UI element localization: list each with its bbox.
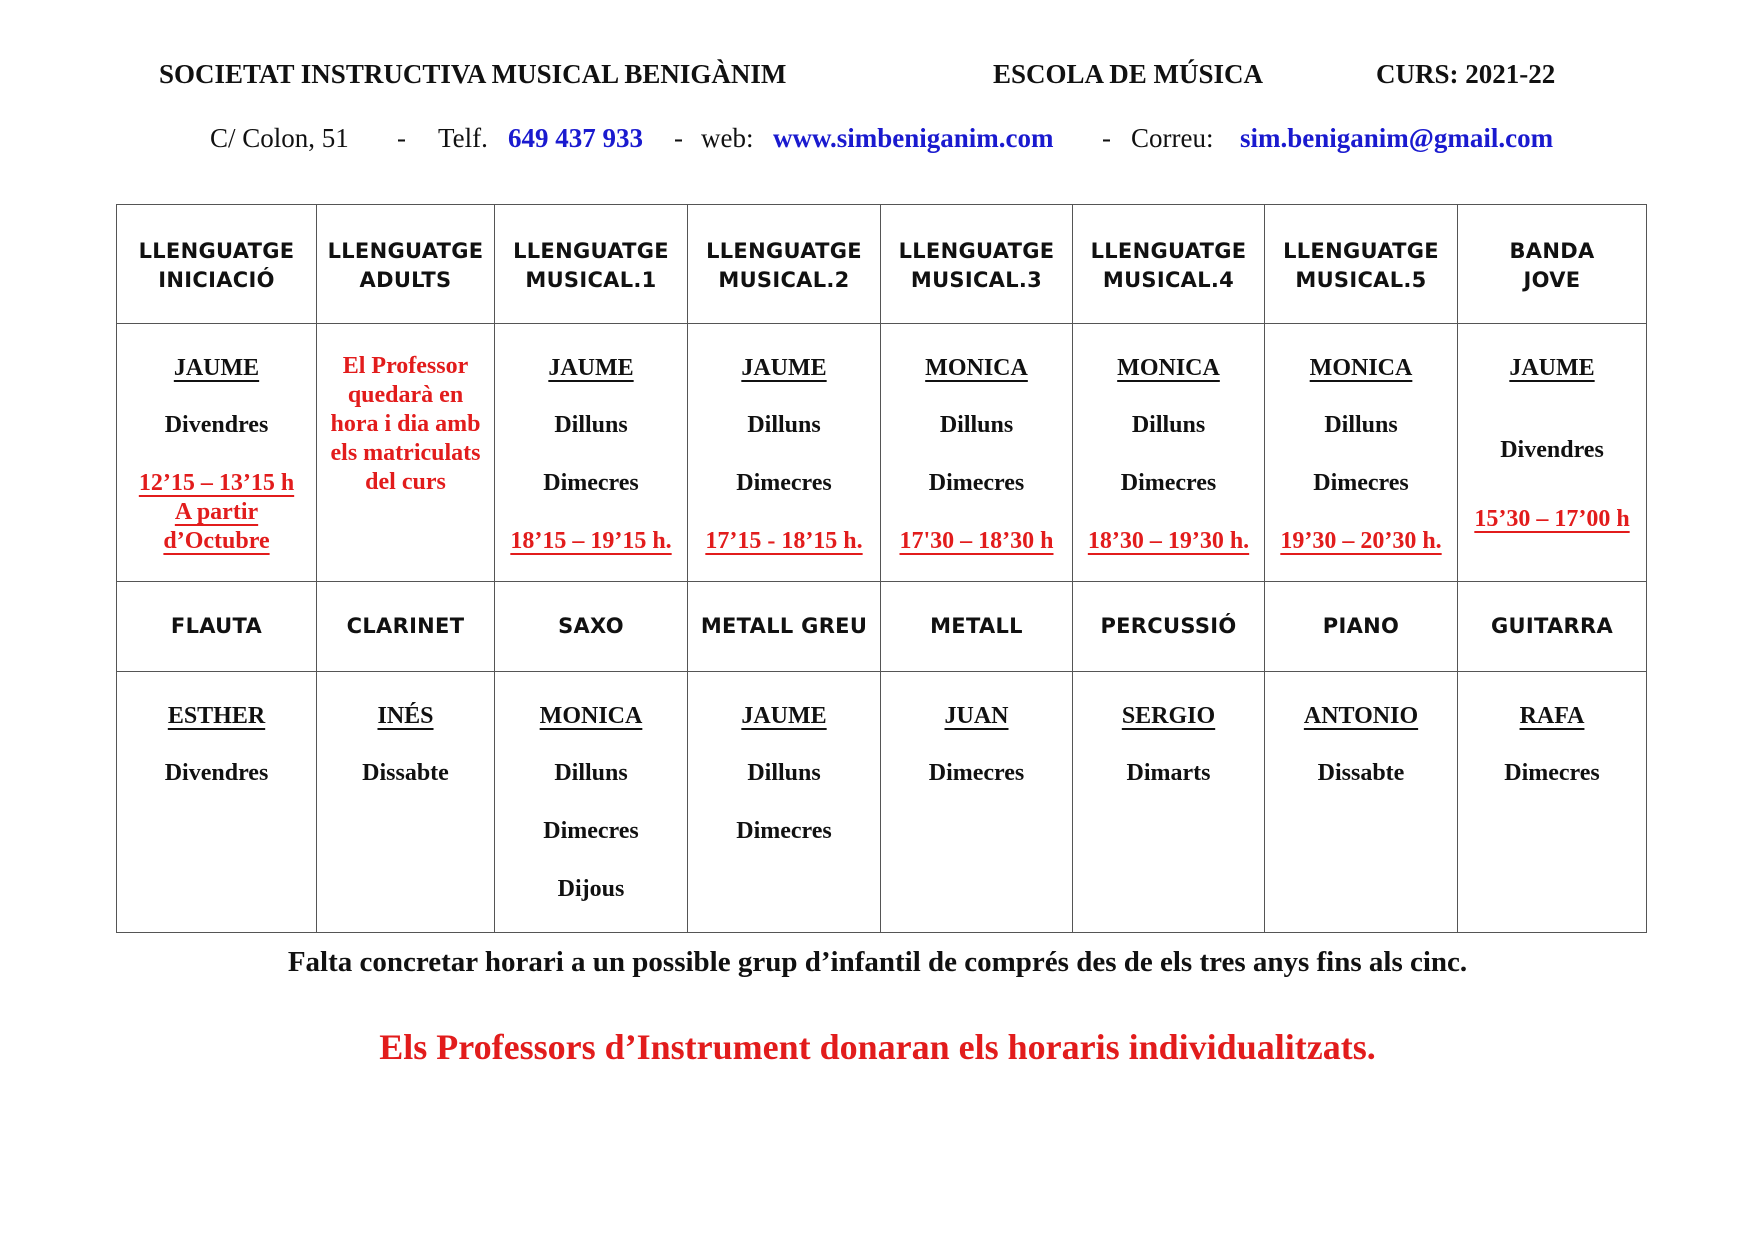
teacher-name: ESTHER (167, 703, 266, 729)
subject-header-cell (1458, 205, 1647, 324)
instrument-schedule-cell (1073, 672, 1265, 933)
subject-name (317, 205, 494, 295)
teacher-note (317, 352, 494, 497)
class-day: Dilluns (554, 760, 628, 786)
class-time: d’Octubre (163, 528, 270, 554)
instrument-schedule-row (117, 672, 1647, 933)
class-time: 18’30 – 19’30 h. (1087, 528, 1250, 554)
schedule-cell (1265, 324, 1458, 582)
subject-name (495, 205, 687, 295)
instrument-schedule-cell (117, 672, 317, 933)
schedule-cell (688, 324, 881, 582)
teacher-name: MONICA (925, 355, 1028, 381)
subject-header-cell (495, 205, 688, 324)
subject-name-line: LLENGUATGE (513, 239, 669, 263)
school-name: ESCOLA DE MÚSICA (993, 59, 1264, 89)
address: C/ Colon, 51 (210, 123, 349, 153)
schedule-cell (495, 324, 688, 582)
subject-name-line: MUSICAL.1 (525, 268, 657, 292)
subject-header-row (117, 205, 1647, 324)
class-time: 17’15 - 18’15 h. (705, 528, 863, 554)
web-label: web: (701, 123, 754, 153)
footer-highlight: Els Professors d’Instrument donaran els horaris individualitzats. (379, 1027, 1376, 1067)
subject-name-line: MUSICAL.5 (1295, 268, 1427, 292)
teacher-name: MONICA (1309, 355, 1413, 381)
subject-name-line: MUSICAL.4 (1102, 268, 1235, 292)
instrument-name: PIANO (1322, 614, 1400, 638)
class-day: Dimecres (736, 818, 832, 844)
teacher-name: JAUME (741, 355, 827, 381)
instrument-name: FLAUTA (170, 614, 263, 638)
subject-name (688, 205, 880, 295)
course-year: CURS: 2021-22 (1376, 59, 1556, 89)
subject-name-line: LLENGUATGE (327, 239, 484, 263)
separator: - (397, 123, 406, 153)
teacher-name: MONICA (539, 703, 643, 729)
class-day: Dissabte (362, 760, 449, 786)
class-day: Divendres (1500, 437, 1604, 463)
instrument-schedule-cell (688, 672, 881, 933)
subject-name-line: LLENGUATGE (898, 239, 1055, 263)
instrument-name: CLARINET (346, 614, 465, 638)
subject-name-line: LLENGUATGE (1090, 239, 1247, 263)
schedule-cell (1458, 324, 1647, 582)
class-day: Dissabte (1317, 760, 1405, 786)
class-day: Dilluns (747, 760, 821, 786)
teacher-name: JAUME (173, 355, 260, 381)
class-time: 15’30 – 17’00 h (1474, 506, 1630, 532)
teacher-note-line: quedarà en (347, 382, 464, 408)
class-day: Divendres (164, 412, 269, 438)
teacher-note-line: els matriculats (330, 440, 481, 466)
class-day: Dimecres (1504, 760, 1600, 786)
subject-header-cell (1073, 205, 1265, 324)
teacher-name: RAFA (1519, 703, 1585, 729)
instrument-schedule-cell (1458, 672, 1647, 933)
email-label: Correu: (1131, 123, 1214, 153)
subject-name-line: LLENGUATGE (706, 239, 862, 263)
teacher-name: JUAN (944, 703, 1009, 729)
subject-name-line: MUSICAL.3 (910, 268, 1043, 292)
subject-name (1265, 205, 1457, 295)
teacher-note-line: El Professor (342, 353, 469, 379)
class-time: 19’30 – 20’30 h. (1280, 528, 1442, 554)
subject-name-line: JOVE (1523, 268, 1581, 292)
instrument-header-cell (117, 582, 317, 672)
subject-name-line: LLENGUATGE (1283, 239, 1439, 263)
instrument-name: METALL GREU (700, 614, 868, 638)
class-day: Dimecres (736, 470, 832, 496)
class-day: Divendres (164, 760, 269, 786)
subject-name-line: ADULTS (359, 268, 452, 292)
instrument-schedule-cell (881, 672, 1073, 933)
teacher-name: JAUME (548, 355, 634, 381)
footer-note: Falta concretar horari a un possible grup d’infantil de comprés des de els tres anys fins als cinc. (287, 946, 1468, 978)
instrument-header-cell (881, 582, 1073, 672)
instrument-header-cell (1073, 582, 1265, 672)
subject-name-line: BANDA (1509, 239, 1595, 263)
separator: - (1102, 123, 1111, 153)
class-day: Dimecres (543, 818, 639, 844)
class-day: Dilluns (939, 412, 1014, 438)
subject-name (1073, 205, 1264, 295)
teacher-name: SERGIO (1121, 703, 1216, 729)
schedule-table (116, 204, 1647, 933)
class-day: Dimecres (543, 470, 639, 496)
schedule-cell (1073, 324, 1265, 582)
subject-name (117, 205, 316, 295)
instrument-name: SAXO (558, 614, 624, 638)
class-time: 18’15 – 19’15 h. (510, 528, 672, 554)
class-day: Dilluns (1131, 412, 1206, 438)
teacher-name: INÉS (377, 703, 434, 729)
separator: - (674, 123, 683, 153)
class-day: Dimecres (928, 470, 1025, 496)
subject-name-line: MUSICAL.2 (718, 268, 850, 292)
subject-name (881, 205, 1072, 295)
instrument-name: METALL (930, 614, 1023, 638)
instrument-header-cell (495, 582, 688, 672)
class-time: A partir (174, 499, 259, 525)
class-day: Dimarts (1126, 760, 1211, 786)
instrument-header-cell (1265, 582, 1458, 672)
instrument-header-cell (1458, 582, 1647, 672)
subject-header-cell (688, 205, 881, 324)
schedule-cell (317, 324, 495, 582)
teacher-name: ANTONIO (1303, 703, 1419, 729)
subject-name (1458, 205, 1646, 295)
subject-header-cell (881, 205, 1073, 324)
contact-line (0, 123, 1755, 163)
instrument-schedule-cell (1265, 672, 1458, 933)
class-day: Dijous (557, 876, 625, 902)
class-day: Dilluns (554, 412, 628, 438)
instrument-schedule-cell (495, 672, 688, 933)
subject-header-cell (317, 205, 495, 324)
phone-number[interactable]: 649 437 933 (508, 123, 643, 153)
instrument-name: GUITARRA (1490, 614, 1614, 638)
document-header (0, 59, 1755, 99)
instrument-header-row (117, 582, 1647, 672)
subject-name-line: LLENGUATGE (138, 239, 295, 263)
instrument-header-cell (688, 582, 881, 672)
teacher-name: JAUME (741, 703, 827, 729)
instrument-header-cell (317, 582, 495, 672)
phone-label: Telf. (438, 123, 488, 153)
subject-name-line: INICIACIÓ (158, 268, 275, 292)
subject-header-cell (1265, 205, 1458, 324)
instrument-name: PERCUSSIÓ (1100, 614, 1237, 638)
class-day: Dimecres (928, 760, 1025, 786)
instrument-schedule-cell (317, 672, 495, 933)
class-time: 12’15 – 13’15 h (138, 470, 295, 496)
class-time: 17'30 – 18’30 h (899, 528, 1054, 554)
teacher-name: MONICA (1117, 355, 1220, 381)
teacher-name: JAUME (1509, 355, 1595, 381)
subject-schedule-row (117, 324, 1647, 582)
class-day: Dimecres (1313, 470, 1409, 496)
schedule-cell (117, 324, 317, 582)
email-link[interactable]: sim.beniganim@gmail.com (1240, 123, 1554, 153)
schedule-cell (881, 324, 1073, 582)
class-day: Dilluns (747, 412, 821, 438)
class-day: Dimecres (1120, 470, 1217, 496)
society-name: SOCIETAT INSTRUCTIVA MUSICAL BENIGÀNIM (159, 59, 787, 89)
subject-header-cell (117, 205, 317, 324)
class-day: Dilluns (1324, 412, 1398, 438)
website-link[interactable]: www.simbeniganim.com (773, 123, 1054, 153)
teacher-note-line: del curs (365, 469, 446, 495)
teacher-note-line: hora i dia amb (330, 411, 481, 437)
